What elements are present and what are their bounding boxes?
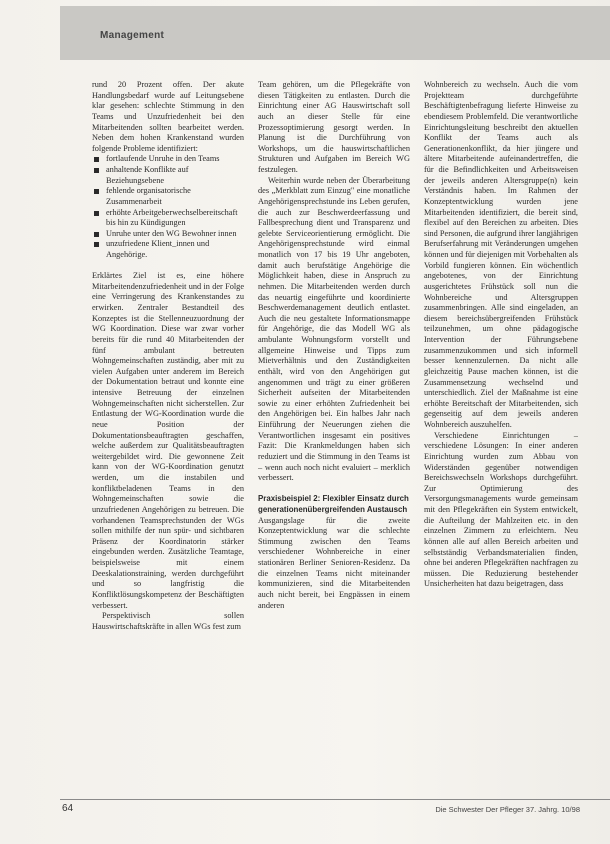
list-item: Unruhe unter den WG Bewohner innen <box>92 229 244 240</box>
list-item: fehlende organisatorische Zusammenarbeit <box>92 186 244 207</box>
paragraph: Team gehören, um die Pflegekräfte von diesen Tätigkeiten zu entlasten. Durch die Einrichtung einer AG Hauswirtschaft soll auch an dieser Stelle für eine Prozessoptimierung gesorgt werden. In Planung ist die Durchführung von Workshops, um die hauswirtschaftlichen Strukturen und Aufgaben im Bereich WG festzulegen. <box>258 80 410 174</box>
paragraph: rund 20 Prozent offen. Der akute Handlungsbedarf wurde auf Leitungsebene klar gesehen: schlechte Stimmung in den Teams und Unzufriedenheit bei den Mitarbeitenden sollten bearbeitet werden. Neben dem hohen Krankenstand wurden folgende Probleme identifiziert: <box>92 80 244 153</box>
journal-reference: Die Schwester Der Pfleger 37. Jahrg. 10/98 <box>435 805 580 814</box>
section-title: Management <box>100 30 165 41</box>
list-item: anhaltende Konflikte auf Beziehungsebene <box>92 165 244 186</box>
paragraph: Wohnbereich zu wechseln. Auch die vom Projektteam durchgeführte Beschäftigtenbefragung lieferte Hinweise zu ebendiesem Problemfeld. Die verantwortliche Einrichtungsleitung beschreibt den aktuellen Konflikt der Teams auch als Generationenkonflikt, da hier jüngere und ältere Mitarbeitende aufeinandertreffen, die für die Befindlichkeiten und Arbeitsweisen der jeweils anderen Altersgruppe(n) kein Verständnis haben. Im Rahmen der Konzeptentwicklung wurden jene Mitarbeitenden identifiziert, die bereit sind, flexibel auf den Bereichen zu arbeiten. Dies sind Personen, die aufgrund ihrer langjährigen Berufserfahrung mit Veränderungen umgehen können und für diejenigen mit Vorbehalten als Vorbild fungieren können. Ein wöchentlich angebotenes, von der Einrichtung ausgerichtetes Frühstück soll nun die Wohnbereiche und Altersgruppen zusammenbringen. Alle sind eingeladen, an diesem bereichsübergreifenden Frühstück teilzunehmen, um ohne pädagogische Intervention der Führungsebene zusammenzukommen und sich informell besser kennenzulernen. Da nicht alle gleichzeitig Pause machen können, ist die Zusammensetzung wechselnd und unterschiedlich. Ziel der Maßnahme ist eine erhöhte Bereitschaft der Mitarbeitenden, sich gegenseitig auf dem jeweils anderen Wohnbereich auszuhelfen. <box>424 80 578 429</box>
problem-list <box>92 154 244 260</box>
column-3 <box>424 80 578 790</box>
list-item: fortlaufende Unruhe in den Teams <box>92 154 244 165</box>
paragraph: Weiterhin wurde neben der Überarbeitung des „Merkblatt zum Einzug" eine monatliche Angehörigensprechstunde ins Leben gerufen, die auch zur Beschwerdeerfassung und Fallbesprechung dient und Transparenz und gelebte Serviceorientierung ermöglicht. Die Angehörigensprechstunde wird einmal monatlich von 17 bis 19 Uhr angeboten, damit auch berufstätige Angehörige die Möglichkeit haben, diese in Anspruch zu nehmen. Die Mitarbeitenden werden durch das neuartig eingeführte und koordinierte Beschwerdemanagement deutlich entlastet. Auch die neu gestaltete Informationsmappe für Angehörige, die das Modell WG als ambulante Wohnungsform vorstellt und allgemeine Hinweise und Tipps zum Mietverhältnis und den Zuständigkeiten enthält, wird von den Angehörigen gut angenommen und trägt zu einer größeren Sicherheit aufseiten der Mitarbeitenden sowie zu einer erhöhten Zufriedenheit bei den Angehörigen bei. Ein halbes Jahr nach Einführung der Neuerungen ziehen die Verantwortlichen insgesamt ein positives Fazit: Die Krankmeldungen haben sich reduziert und die Stimmung in den Teams ist – wenn auch noch nicht evaluiert – merklich verbessert. <box>258 175 410 483</box>
paragraph: Erklärtes Ziel ist es, eine höhere Mitarbeitendenzufriedenheit und in der Folge eine Verringerung des Krankenstandes zu erwirken. Zentraler Bestandteil des Konzeptes ist die Stellenneuzuordnung der WG Koordination. Diese war zwar vorher bereits für die rund 40 Mitarbeitenden der fünf ambulant betreuten Wohngemeinschaften zuständig, aber mit zu vielen Aufgaben unter anderem im Bereich der Dokumentation betraut und konnte eine intensive Betreuung der einzelnen Wohngemeinschaften nicht sicherstellen. Zur Entlastung der WG-Koordination wurde die neue Position der Dokumentationsbeauftragten geschaffen, welche außerdem zur Qualitätsbeauftragten weitergebildet wird. Die gewonnene Zeit kann von der WG-Koordination genutzt werden, um die instabilen und konfliktbeladenen Teams in den Wohngemeinschaften sowie die unzufriedenen Angehörigen zu betreuen. Die vorhandenen Teamsprechstunden der WGs sollen mithilfe der nun spür- und sichtbaren Präsenz der Koordinatorin stärker eingebunden werden. Zusätzliche Teamtage, beispielsweise mit einem Deeskalationstraining, werden durchgeführt und so langfristig die Konfliktlösungskompetenz der Beschäftigten verbessert. <box>92 271 244 610</box>
subheading: Praxisbeispiel 2: Flexibler Einsatz durch generationenübergreifenden Austausch <box>258 494 409 514</box>
list-item: unzufriedene Klient_innen und Angehörige. <box>92 239 244 260</box>
column-2 <box>258 80 410 790</box>
column-1 <box>92 80 244 790</box>
paragraph: Verschiedene Einrichtungen – verschiedene Lösungen: In einer anderen Einrichtung wurden zum Abbau von Widerständen gegenüber notwendigen Bereichswechseln Workshops durchgeführt. Zur Optimierung des Versorgungsmanagements wurde gemeinsam mit den Pflegekräften ein System entwickelt, die Aufteilung der Mahlzeiten etc. in den einzelnen Zimmern zu erleichtern. Neu können alle auf allen Bereich arbeiten und selbstständig Verbandsmaterialien finden, ohne bei anderen Pflegekräften nachfragen zu müssen. Die Reduzierung bestehender Unsicherheiten hat dazu beigetragen, dass <box>424 430 578 589</box>
page-number: 64 <box>62 803 74 814</box>
paragraph: Ausgangslage für die zweite Konzeptentwicklung war die schlechte Stimmung zwischen den Teams verschiedener Wohnbereiche in einer stationären Berliner Senioren-Residenz. Da die einzelnen Teams nicht miteinander kommunizieren, sind die Mitarbeitenden auch nicht bereit, bei Engpässen in einem anderen <box>258 515 410 610</box>
footer-divider <box>60 799 610 800</box>
list-item: erhöhte Arbeitgeberwechselbereitschaft bis hin zu Kündigungen <box>92 208 244 229</box>
paragraph: Perspektivisch sollen Hauswirtschaftskräfte in allen WGs fest zum <box>92 611 244 631</box>
